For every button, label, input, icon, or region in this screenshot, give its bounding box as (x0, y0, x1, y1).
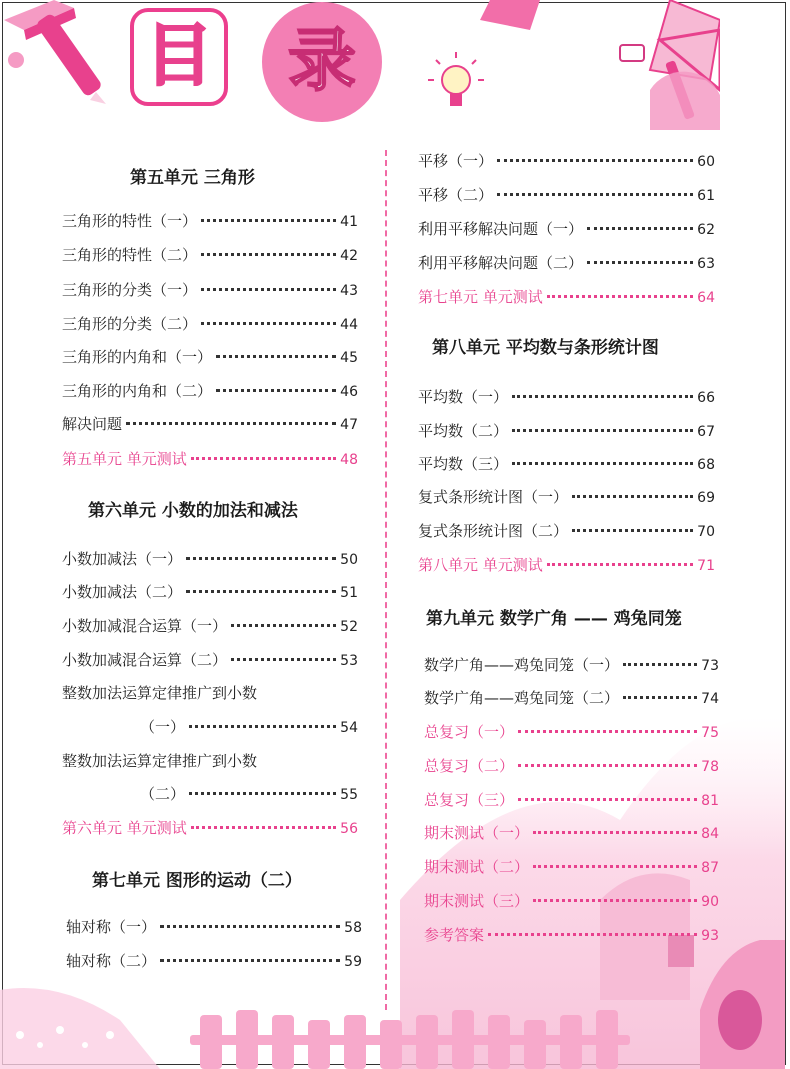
toc-entry[interactable]: 复式条形统计图（一） 69 (418, 488, 715, 506)
title-box-1 (130, 8, 228, 106)
toc-entry[interactable]: 三角形的特性（二） 42 (62, 246, 358, 264)
toc-entry[interactable]: 利用平移解决问题（一） 62 (418, 220, 715, 238)
unit6-heading: 第六单元 小数的加法和减法 (88, 501, 298, 521)
column-divider (385, 150, 387, 1010)
toc-entry[interactable]: 小数加减混合运算（一） 52 (62, 617, 358, 635)
toc-entry-review[interactable]: 总复习（一） 75 (424, 723, 719, 741)
title-char-2: 录 (287, 22, 356, 101)
toc-entry-line1[interactable]: 整数加法运算定律推广到小数 (62, 752, 258, 770)
toc-entry[interactable]: 平均数（二） 67 (418, 422, 715, 440)
unit7-heading: 第七单元 图形的运动（二） (92, 871, 302, 891)
unit9-heading: 第九单元 数学广角 —— 鸡兔同笼 (426, 609, 682, 629)
toc-entry[interactable]: 平移（二） 61 (418, 186, 715, 204)
toc-entry-unit-test[interactable]: 第六单元 单元测试 56 (62, 819, 358, 837)
toc-entry[interactable]: 小数加减法（二） 51 (62, 583, 358, 601)
toc-entry[interactable]: 平移（一） 60 (418, 152, 715, 170)
toc-entry[interactable]: 三角形的内角和（一） 45 (62, 348, 358, 366)
toc-entry-line1[interactable]: 整数加法运算定律推广到小数 (62, 684, 258, 702)
toc-entry[interactable]: 小数加减混合运算（二） 53 (62, 651, 358, 669)
toc-entry[interactable]: 数学广角——鸡兔同笼（二） 74 (424, 689, 719, 707)
toc-entry[interactable]: 三角形的内角和（二） 46 (62, 382, 358, 400)
toc-entry[interactable]: 解决问题 47 (62, 415, 358, 433)
toc-entry[interactable]: 利用平移解决问题（二） 63 (418, 254, 715, 272)
toc-entry[interactable]: 复式条形统计图（二） 70 (418, 522, 715, 540)
stationery-illustration (420, 0, 720, 150)
toc-entry-final-test[interactable]: 期末测试（一） 84 (424, 824, 719, 842)
toc-entry-answers[interactable]: 参考答案 93 (424, 926, 719, 944)
title-char-1: 目 (144, 17, 213, 96)
toc-entry[interactable]: 轴对称（二） 59 (66, 952, 362, 970)
toc-entry-unit-test[interactable]: 第八单元 单元测试 71 (418, 556, 715, 574)
toc-entry[interactable]: 三角形的分类（二） 44 (62, 315, 358, 333)
toc-entry-line2[interactable]: （一） 54 (140, 718, 358, 736)
unit5-heading: 第五单元 三角形 (130, 168, 255, 188)
toc-entry-unit-test[interactable]: 第五单元 单元测试 48 (62, 450, 358, 468)
toc-entry[interactable]: 平均数（三） 68 (418, 455, 715, 473)
toc-entry-line2[interactable]: （二） 55 (140, 785, 358, 803)
title-box-2 (262, 2, 382, 122)
toc-entry[interactable]: 平均数（一） 66 (418, 388, 715, 406)
toc-entry-final-test[interactable]: 期末测试（三） 90 (424, 892, 719, 910)
toc-entry[interactable]: 小数加减法（一） 50 (62, 550, 358, 568)
toc-entry[interactable]: 轴对称（一） 58 (66, 918, 362, 936)
toc-entry-unit-test[interactable]: 第七单元 单元测试 64 (418, 288, 715, 306)
toc-entry-review[interactable]: 总复习（二） 78 (424, 757, 719, 775)
unit8-heading: 第八单元 平均数与条形统计图 (432, 338, 659, 358)
toc-entry[interactable]: 数学广角——鸡兔同笼（一） 73 (424, 656, 719, 674)
toc-entry-review[interactable]: 总复习（三） 81 (424, 791, 719, 809)
toc-entry-final-test[interactable]: 期末测试（二） 87 (424, 858, 719, 876)
books-pencil-illustration (4, 0, 124, 110)
toc-entry[interactable]: 三角形的分类（一） 43 (62, 281, 358, 299)
toc-entry[interactable]: 三角形的特性（一） 41 (62, 212, 358, 230)
